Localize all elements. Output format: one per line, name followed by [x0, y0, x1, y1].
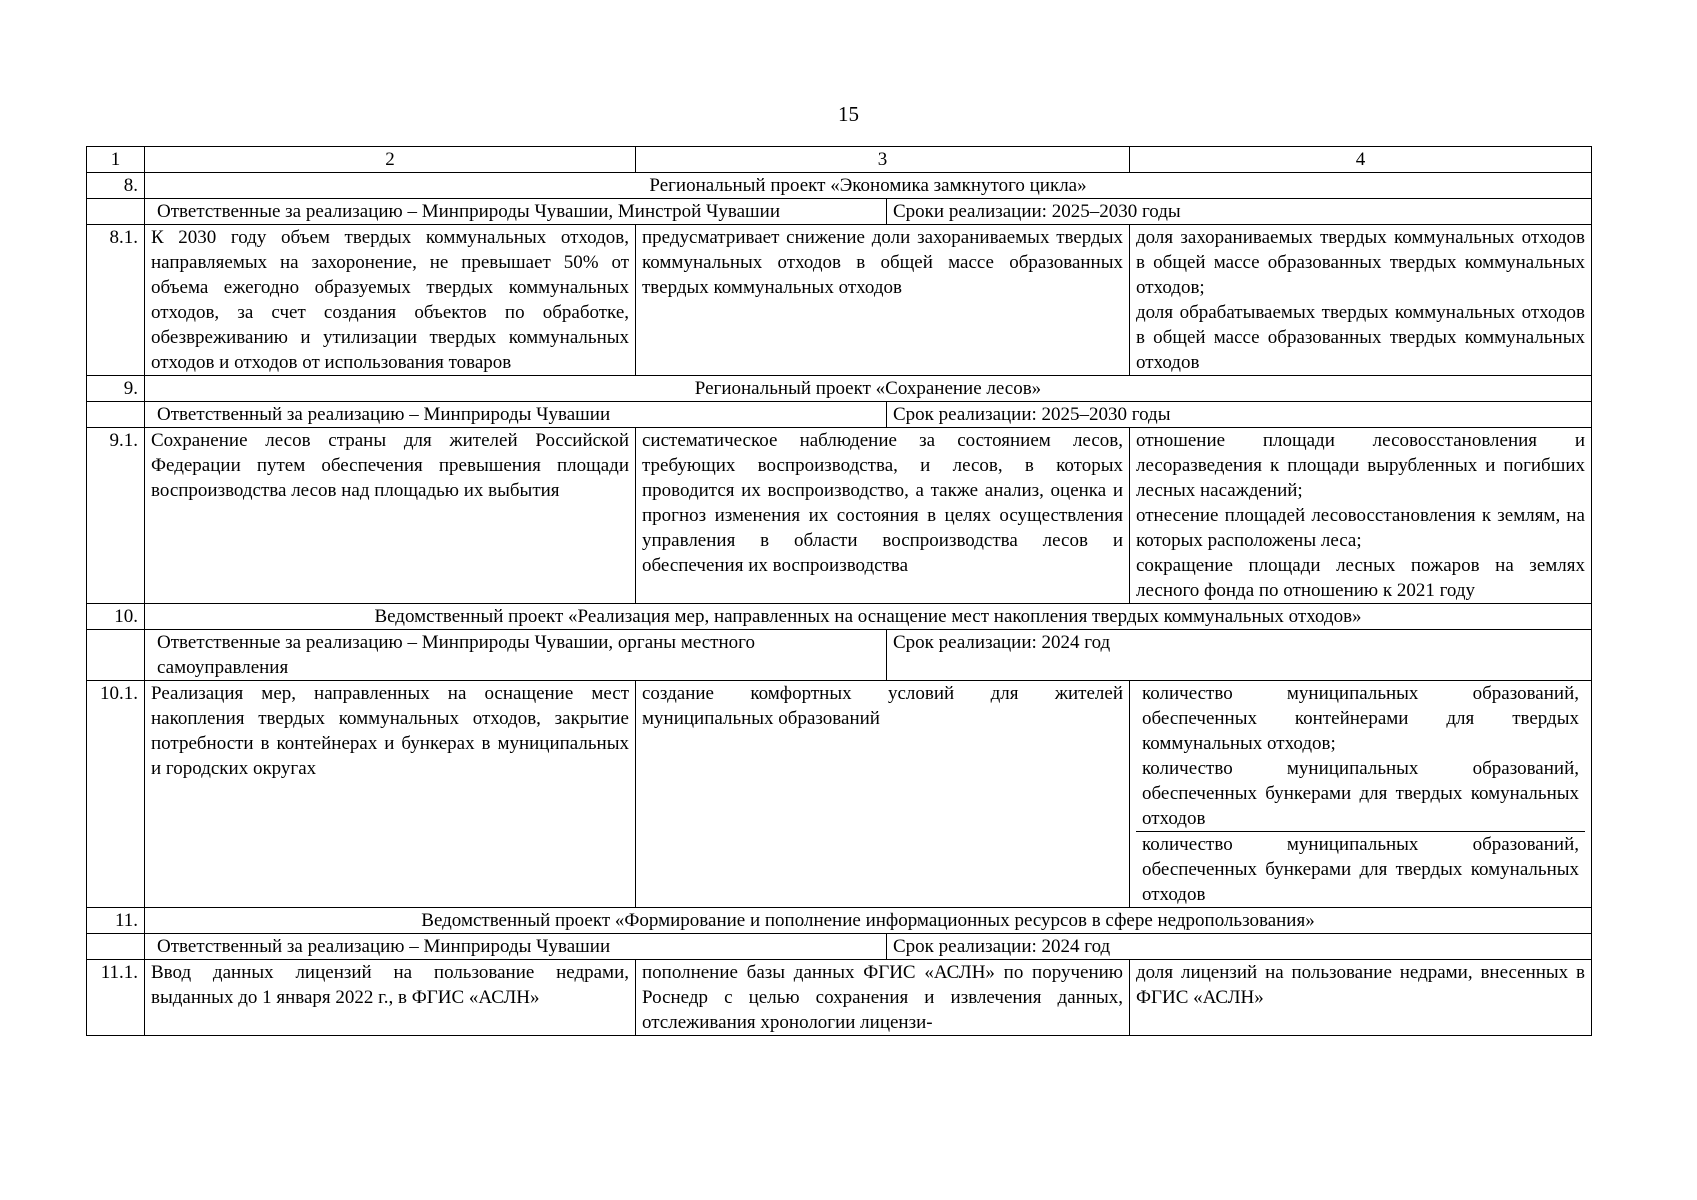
section-title: Региональный проект «Экономика замкнутого цикла» — [145, 173, 1592, 199]
indicator: доля обрабатываемых твердых коммунальных отходов в общей массе образованных твердых коммунальных отходов — [1136, 302, 1585, 373]
item-indicators — [1130, 960, 1592, 1036]
header-cell-3: 3 — [636, 147, 1130, 173]
section-number: 8. — [87, 173, 145, 199]
responsible-text: Ответственный за реализацию – Минприроды Чувашии — [151, 934, 887, 959]
responsible-text: Ответственные за реализацию – Минприроды Чувашии, органы местного самоуправления — [151, 630, 887, 680]
section-title: Региональный проект «Сохранение лесов» — [145, 376, 1592, 402]
item-task: К 2030 году объем твердых коммунальных отходов, направляемых на захоронение, не превышает 50% от объема ежегодно образуемых твердых коммунальных отходов, за счет создания объектов по обработке, обезвреживанию и утилизации твердых коммунальных отходов и отходов от использования товаров — [145, 225, 636, 376]
header-row — [87, 147, 1592, 173]
item-row — [87, 225, 1592, 376]
section-meta-row — [87, 630, 1592, 681]
page-number: 15 — [838, 102, 859, 126]
item-number: 9.1. — [87, 428, 145, 604]
item-effect: систематическое наблюдение за состоянием лесов, требующих воспроизводства, и лесов, в которых проводится их воспроизводство, а также анализ, оценка и прогноз изменения их состояния в целях осуществления управления в области воспроизводства лесов и обеспечения их воспроизводства — [636, 428, 1130, 604]
responsible-text: Ответственные за реализацию – Минприроды Чувашии, Минстрой Чувашии — [151, 199, 887, 224]
section-number: 10. — [87, 604, 145, 630]
term-text: Срок реализации: 2025–2030 годы — [893, 404, 1171, 425]
indicator: доля лицензий на пользование недрами, внесенных в ФГИС «АСЛН» — [1136, 962, 1585, 1008]
item-effect: пополнение базы данных ФГИС «АСЛН» по поручению Роснедр с целью сохранения и извлечения данных, отслеживания хронологии лицензи- — [636, 960, 1130, 1036]
item-task: Реализация мер, направленных на оснащение мест накопления твердых коммунальных отходов, закрытие потребности в контейнерах и бункерах в муниципальных и городских округах — [145, 681, 636, 908]
item-effect: предусматривает снижение доли захораниваемых твердых коммунальных отходов в общей массе образованных твердых коммунальных отходов — [636, 225, 1130, 376]
header-cell-1: 1 — [87, 147, 145, 173]
section-meta-row — [87, 402, 1592, 428]
item-number: 11.1. — [87, 960, 145, 1036]
section-title-row — [87, 908, 1592, 934]
term-text: Срок реализации: 2024 год — [893, 936, 1111, 957]
term-text: Сроки реализации: 2025–2030 годы — [893, 201, 1181, 222]
term-text: Срок реализации: 2024 год — [893, 632, 1111, 653]
indicator: доля захораниваемых твердых коммунальных отходов в общей массе образованных твердых коммунальных отходов; — [1136, 227, 1585, 298]
indicator-extra: количество муниципальных образований, обеспеченных бункерами для твердых комунальных отходов — [1136, 831, 1585, 907]
item-indicators — [1130, 428, 1592, 604]
section-meta-row — [87, 199, 1592, 225]
item-row — [87, 428, 1592, 604]
program-table — [86, 146, 1592, 1036]
section-number: 9. — [87, 376, 145, 402]
indicator: отнесение площадей лесовосстановления к землям, на которых расположены леса; — [1136, 505, 1585, 551]
item-indicators — [1130, 681, 1592, 908]
section-title: Ведомственный проект «Формирование и пополнение информационных ресурсов в сфере недропользования» — [145, 908, 1592, 934]
indicator: количество муниципальных образований, обеспеченных бункерами для твердых комунальных отходов — [1142, 758, 1579, 829]
item-effect: создание комфортных условий для жителей муниципальных образований — [636, 681, 1130, 908]
section-title: Ведомственный проект «Реализация мер, направленных на оснащение мест накопления твердых коммунальных отходов» — [145, 604, 1592, 630]
section-title-row — [87, 173, 1592, 199]
item-row — [87, 960, 1592, 1036]
item-indicators — [1130, 225, 1592, 376]
indicator: количество муниципальных образований, обеспеченных контейнерами для твердых коммунальных отходов; — [1142, 683, 1579, 754]
item-number: 10.1. — [87, 681, 145, 908]
section-number: 11. — [87, 908, 145, 934]
item-task: Сохранение лесов страны для жителей Российской Федерации путем обеспечения превышения площади воспроизводства лесов над площадью их выбытия — [145, 428, 636, 604]
section-title-row — [87, 376, 1592, 402]
section-meta-row — [87, 934, 1592, 960]
item-number: 8.1. — [87, 225, 145, 376]
item-task: Ввод данных лицензий на пользование недрами, выданных до 1 января 2022 г., в ФГИС «АСЛН» — [145, 960, 636, 1036]
header-cell-2: 2 — [145, 147, 636, 173]
responsible-text: Ответственный за реализацию – Минприроды Чувашии — [151, 402, 887, 427]
header-cell-4: 4 — [1130, 147, 1592, 173]
indicator: отношение площади лесовосстановления и лесоразведения к площади вырубленных и погибших лесных насаждений; — [1136, 430, 1585, 501]
section-title-row — [87, 604, 1592, 630]
item-row — [87, 681, 1592, 908]
indicator: сокращение площади лесных пожаров на землях лесного фонда по отношению к 2021 году — [1136, 555, 1585, 601]
